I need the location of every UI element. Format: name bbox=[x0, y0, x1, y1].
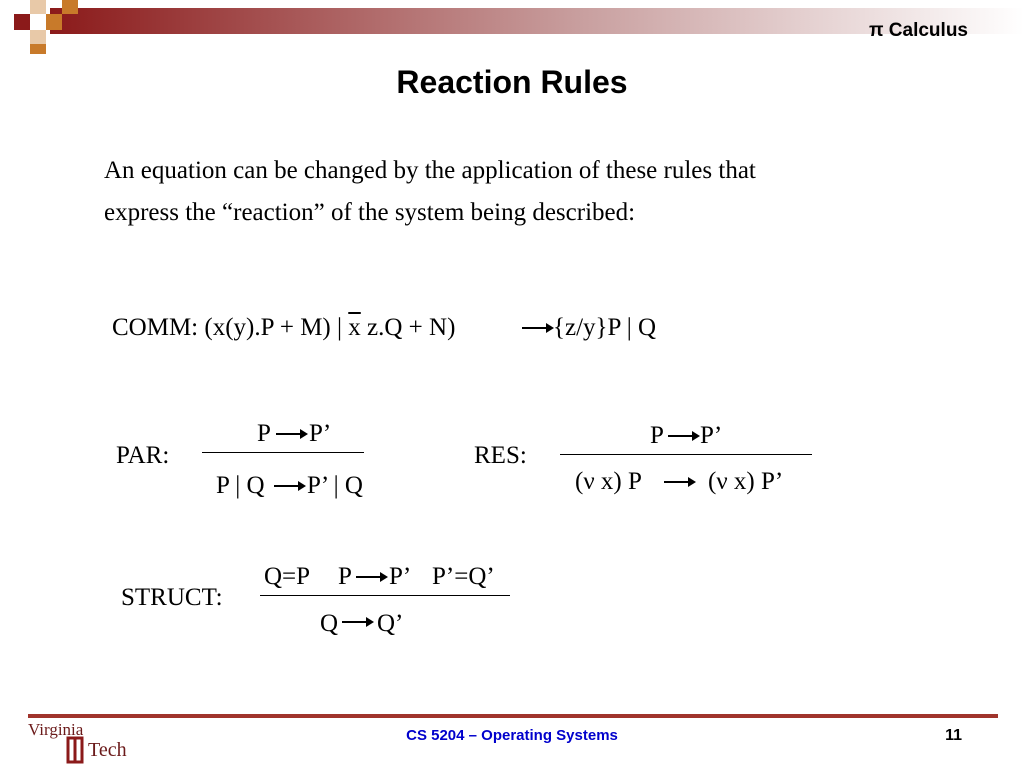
comm-rhs: {z/y}P | Q bbox=[553, 314, 657, 341]
struct-label: STRUCT: bbox=[121, 584, 223, 611]
logo-text-virginia: Virginia bbox=[28, 720, 84, 739]
struct-conclusion-right: Q’ bbox=[377, 610, 404, 637]
comm-xbar: $\overline{x}$ bbox=[348, 314, 361, 341]
res-conclusion-arrow-icon bbox=[662, 472, 698, 492]
struct-premise-left: P bbox=[338, 563, 352, 590]
struct-premise-a: Q=P bbox=[264, 563, 311, 590]
intro-paragraph bbox=[104, 150, 904, 234]
intro-line-2: express the “reaction” of the system being described: bbox=[104, 199, 636, 226]
struct-conclusion-arrow-icon bbox=[340, 612, 376, 632]
footer-course-title: CS 5204 – Operating Systems bbox=[406, 727, 618, 744]
struct-premise-right: P’ bbox=[389, 563, 412, 590]
struct-premise-arrow-icon bbox=[354, 567, 390, 587]
par-rule-line bbox=[202, 452, 364, 453]
topic-label: π Calculus bbox=[868, 20, 968, 41]
res-conclusion-right: (ν x) P’ bbox=[708, 468, 784, 495]
par-premise-arrow-icon bbox=[274, 424, 310, 444]
footer-rule bbox=[28, 714, 998, 718]
par-conclusion-left: P | Q bbox=[216, 472, 265, 499]
res-label: RES: bbox=[474, 442, 527, 469]
comm-label: COMM: bbox=[112, 314, 199, 341]
par-premise-right: P’ bbox=[309, 420, 332, 447]
par-premise-left: P bbox=[257, 420, 271, 447]
res-conclusion-left: (ν x) P bbox=[575, 468, 642, 495]
par-conclusion-arrow-icon bbox=[272, 476, 308, 496]
res-rule-line bbox=[560, 454, 812, 455]
slide-title: Reaction Rules bbox=[396, 64, 628, 100]
res-premise-right: P’ bbox=[700, 422, 723, 449]
par-label: PAR: bbox=[116, 442, 170, 469]
comm-lhs-a: (x(y).P + M) | bbox=[204, 314, 349, 341]
struct-premise-b: P’=Q’ bbox=[432, 563, 495, 590]
comm-rule bbox=[112, 314, 455, 342]
struct-rule-line bbox=[260, 595, 510, 596]
comm-arrow-icon bbox=[520, 318, 556, 338]
struct-conclusion-left: Q bbox=[320, 610, 339, 637]
par-conclusion-right: P’ | Q bbox=[307, 472, 363, 499]
intro-line-1: An equation can be changed by the application of these rules that bbox=[104, 157, 756, 184]
res-premise-arrow-icon bbox=[666, 426, 702, 446]
logo-text-tech: Tech bbox=[88, 739, 127, 761]
res-premise-left: P bbox=[650, 422, 664, 449]
page-number: 11 bbox=[945, 727, 962, 744]
comm-lhs-b: z.Q + N) bbox=[360, 314, 456, 341]
